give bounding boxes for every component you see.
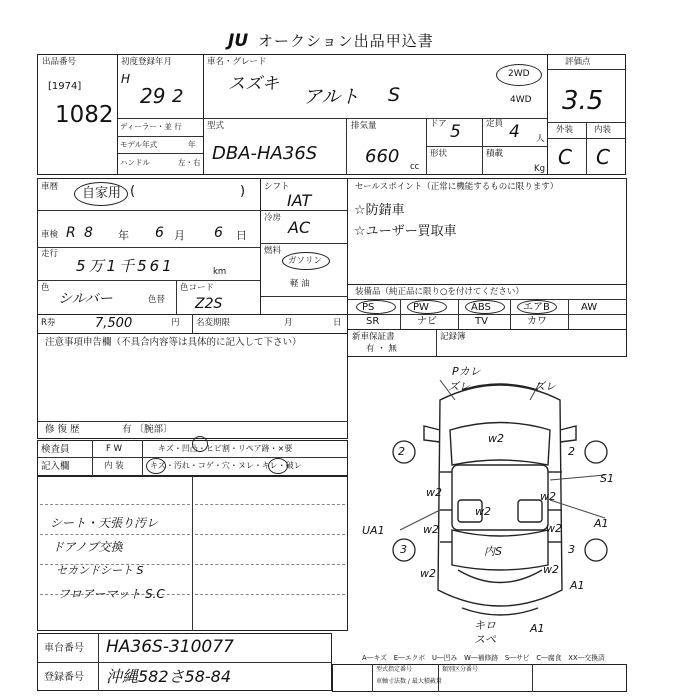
inspection-month-unit: 月 — [174, 229, 185, 242]
equipment-label: 装備品（純正品に限り○を付けてください） — [355, 287, 524, 297]
equipment-item: AW — [581, 302, 598, 313]
mileage-label: 走行 — [41, 249, 59, 259]
capacity-value: 4 — [509, 122, 520, 142]
diagram-mark: w2 — [488, 432, 504, 445]
color-code-value: Z2S — [195, 296, 223, 312]
first-reg-era: H — [121, 72, 131, 86]
ac-label: 冷房 — [264, 213, 282, 223]
exterior-grade: C — [558, 145, 572, 169]
color-value: シルバー — [58, 291, 113, 307]
inspection-era: R — [66, 225, 76, 241]
first-reg-box — [117, 54, 204, 175]
inspection-year-unit: 年 — [118, 229, 129, 242]
handwritten-note-4: フロアーマット S.C — [58, 587, 165, 601]
owner-change-label: 名変期限 — [196, 318, 231, 328]
recycle-label: R券 — [41, 318, 56, 328]
inspection-day: 6 — [214, 225, 223, 241]
diagram-mark: A1 — [530, 622, 545, 635]
mileage-value: 5万1千561 — [76, 257, 175, 275]
interior-options: キズ・汚れ・コゲ・穴・ヌレ・キレ・破レ — [150, 461, 302, 470]
diagram-mark: w2 — [423, 523, 439, 536]
diagram-mark: A1 — [594, 517, 609, 530]
interior-row-label: 内 装 — [104, 461, 124, 471]
drive-2wd: 2WD — [508, 69, 530, 79]
handwritten-note-2: ドアノブ交換 — [52, 540, 123, 554]
diagram-mark: 2 — [568, 445, 575, 458]
diagram-mark: w2 — [543, 563, 559, 576]
doors-label: ドア — [430, 119, 447, 129]
load-label: 積載 — [486, 149, 504, 159]
repair-value: 有 〔腕部〕 — [122, 424, 173, 435]
doors-value: 5 — [450, 122, 461, 142]
equipment-item: TV — [475, 316, 488, 327]
newcar-options: 有 ・ 無 — [366, 344, 397, 354]
lot-code: [1974] — [48, 81, 82, 92]
service-record-label: 記録簿 — [440, 332, 466, 342]
type-label: 型式 — [207, 121, 225, 131]
exterior-label: 外装 — [556, 125, 574, 135]
inspection-label: 車検 — [41, 230, 59, 240]
light-oil-label: 軽 油 — [290, 279, 310, 289]
capacity-unit: 人 — [536, 134, 545, 144]
recycle-amount: 7,500 — [95, 316, 133, 331]
diagram-mark: 3 — [568, 543, 575, 556]
model-year-label: モデル年式 — [120, 140, 158, 149]
capacity-label: 定員 — [486, 119, 504, 129]
inspection-year: 8 — [84, 225, 93, 241]
dealer-label: ディーラー・並 行 — [120, 122, 182, 131]
owner-change-day: 日 — [333, 318, 342, 328]
inspector-label: 検査員 — [41, 444, 70, 455]
ac-value: AC — [288, 218, 311, 237]
vehicle-grade: S — [388, 84, 401, 106]
owner-change-month: 月 — [284, 318, 293, 328]
interior-label: 内装 — [594, 125, 612, 135]
sales-line-1: ☆防錆車 — [354, 203, 405, 218]
interior-grade: C — [596, 145, 610, 169]
diagram-mark: UA1 — [362, 524, 385, 537]
diagram-mark: ズレ — [448, 380, 470, 393]
diagram-mark: w2 — [426, 486, 442, 499]
color-grade-label: 色替 — [148, 295, 166, 305]
sales-line-2: ☆ユーザー買取車 — [354, 224, 457, 239]
equipment-item: エアB — [523, 302, 550, 313]
stamp-row-3: 車軸寸法数 / 最大積載量 — [376, 678, 442, 685]
shape-label: 形状 — [430, 149, 448, 159]
usage-value: 自家用 — [82, 186, 122, 201]
diagram-mark: w2 — [420, 567, 436, 580]
notes-box — [37, 333, 348, 439]
diagram-mark: w2 — [540, 490, 556, 503]
equipment-item: カワ — [527, 316, 547, 327]
diagram-mark: キロ — [474, 619, 496, 632]
diagram-mark: スペ — [474, 633, 496, 646]
model-year-unit: 年 — [188, 140, 196, 149]
recycle-unit: 円 — [171, 318, 180, 328]
displacement-value: 660 — [365, 146, 400, 167]
fuel-label: 燃料 — [264, 246, 282, 256]
usage-label: 車暦 — [41, 182, 59, 192]
mileage-unit: km — [213, 267, 227, 277]
handle-options: 左・右 — [178, 158, 201, 167]
first-reg-month: 2 — [172, 86, 184, 107]
repair-label: 修 復 歴 — [45, 424, 80, 435]
equipment-item: PW — [413, 302, 429, 313]
notes-label: 注意事項申告欄（不具合内容等は具体的に記入して下さい） — [45, 337, 302, 348]
diagram-mark: 内S — [484, 545, 502, 558]
equipment-item: PS — [362, 302, 375, 313]
chassis-value: HA36S-310077 — [106, 637, 234, 657]
sales-label: セールスポイント（正常に機能するものに限ります） — [355, 182, 559, 192]
handwritten-note-3: セカンドシート S — [56, 564, 144, 577]
displacement-unit: cc — [410, 162, 420, 172]
car-damage-diagram — [380, 360, 620, 640]
vehicle-make: スズキ — [228, 74, 279, 94]
fw-label: F W — [106, 444, 122, 454]
diagram-mark: 2 — [398, 445, 405, 458]
inspection-day-unit: 日 — [236, 229, 247, 242]
diagram-mark: w2 — [475, 505, 491, 518]
brand-logo: JU — [228, 31, 249, 51]
diagram-mark: A1 — [570, 579, 585, 592]
stamp-row-2: 類別区分番号 — [442, 666, 479, 673]
vehicle-name-label: 車名・グレード — [207, 57, 267, 67]
first-reg-label: 初度登録年月 — [121, 57, 173, 67]
equipment-item: SR — [366, 316, 380, 327]
form-title: オークション出品甲込書 — [258, 32, 434, 50]
equipment-item: ナビ — [417, 316, 437, 327]
lot-label: 出品番号 — [42, 57, 77, 67]
rating-score: 3.5 — [562, 86, 604, 116]
drive-4wd: 4WD — [510, 95, 532, 105]
entry-label: 記入欄 — [41, 461, 70, 472]
stamp-row-1: 型式指定番号 — [376, 666, 413, 673]
first-reg-year: 29 — [140, 84, 166, 108]
diagram-mark: Pカレ — [452, 365, 481, 378]
fw-options: キズ・凹凸・ヒビ割・リペア跡・×要 — [158, 444, 293, 453]
diagram-mark: 3 — [400, 543, 407, 556]
color-label: 色 — [41, 283, 50, 293]
diagram-mark: ズレ — [534, 380, 556, 393]
handle-label: ハンドル — [120, 158, 150, 167]
registration-label: 登録番号 — [44, 672, 84, 683]
chassis-label: 車台番号 — [44, 643, 84, 654]
lot-number: 1082 — [55, 102, 114, 128]
equipment-circle — [465, 300, 505, 314]
rating-label: 評価点 — [565, 57, 591, 67]
vehicle-model: アルト — [303, 86, 360, 108]
registration-value: 沖縄582さ58-84 — [106, 667, 232, 686]
equipment-circle — [517, 300, 557, 314]
vehicle-type: DBA-HA36S — [212, 143, 318, 164]
equipment-circle — [356, 300, 396, 314]
color-code-label: 色コード — [180, 283, 215, 293]
shift-value: IAT — [287, 191, 312, 210]
newcar-label: 新車保証書 — [352, 332, 395, 342]
equipment-item: ABS — [471, 302, 491, 313]
shift-label: シフト — [264, 182, 290, 192]
load-unit: Kg — [534, 164, 545, 174]
diagram-mark: w2 — [546, 522, 562, 535]
damage-legend: A―キズ E―エクボ U―凹み W―補修跡 S―サビ C―腐食 XX―交換済 — [362, 654, 605, 662]
displacement-label: 排気量 — [351, 121, 377, 131]
fuel-value: ガソリン — [288, 256, 323, 266]
diagram-mark: S1 — [600, 472, 614, 485]
handwritten-note-1: シート・天張り汚レ — [50, 516, 159, 530]
inspection-month: 6 — [155, 225, 164, 241]
equipment-circle — [407, 300, 447, 314]
